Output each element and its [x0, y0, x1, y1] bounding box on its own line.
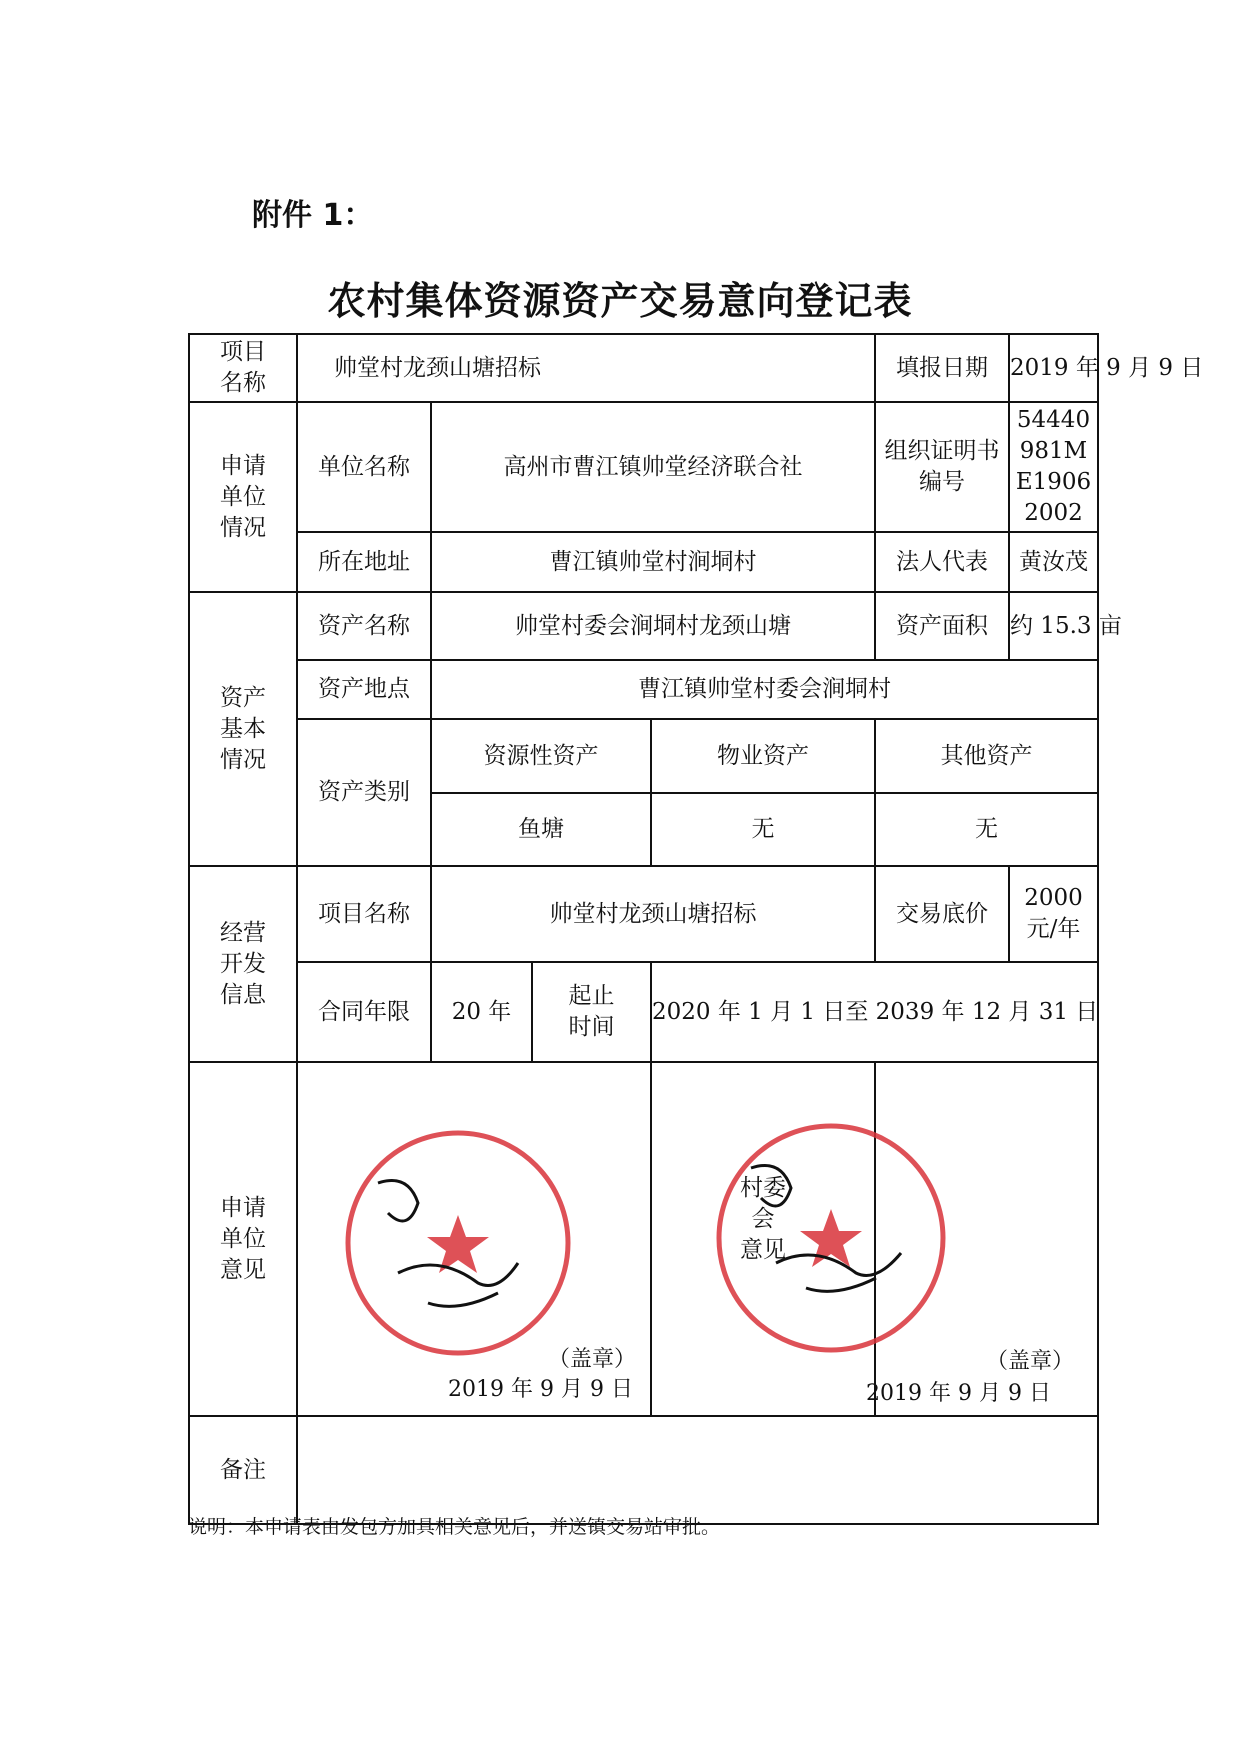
applicant-seal-note: （盖章） [548, 1347, 637, 1373]
asset-section-label: 资产 基本 情况 [189, 592, 297, 866]
asset-name-value: 帅堂村委会涧垌村龙颈山塘 [431, 592, 875, 660]
legal-rep-value: 黄汝茂 [1009, 532, 1098, 592]
asset-location-label: 资产地点 [297, 660, 431, 719]
registration-form [188, 333, 1204, 1525]
applicant-sign-date: 2019 年 9 月 9 日 [448, 1377, 633, 1403]
project-name-label: 项目 名称 [189, 334, 297, 402]
address-value: 曹江镇帅堂村涧垌村 [431, 532, 875, 592]
term-value: 20 年 [431, 962, 532, 1062]
unit-name-label: 单位名称 [297, 402, 431, 532]
applicant-section-label: 申请 单位 情况 [189, 402, 297, 592]
period-label: 起止 时间 [532, 962, 651, 1062]
type-resource-value: 鱼塘 [431, 793, 651, 866]
applicant-opinion-label: 申请 单位 意见 [189, 1062, 297, 1416]
type-resource-label: 资源性资产 [431, 719, 651, 793]
base-price-label: 交易底价 [875, 866, 1009, 962]
village-opinion-cell [866, 1062, 1098, 1416]
remarks-label: 备注 [189, 1416, 297, 1524]
asset-type-label: 资产类别 [297, 719, 431, 866]
village-opinion-label-text: 村委 会 意见 [740, 1175, 786, 1264]
type-property-value: 无 [651, 793, 875, 866]
remarks-value [297, 1416, 1098, 1524]
project-name-value: 帅堂村龙颈山塘招标 [297, 334, 875, 402]
type-other-label: 其他资产 [875, 719, 1098, 793]
village-seal-image [706, 1113, 956, 1363]
type-property-label: 物业资产 [651, 719, 875, 793]
legal-rep-label: 法人代表 [875, 532, 1009, 592]
address-label: 所在地址 [297, 532, 431, 592]
asset-area-label: 资产面积 [875, 592, 1009, 660]
operation-section-label: 经营 开发 信息 [189, 866, 297, 1062]
term-label: 合同年限 [297, 962, 431, 1062]
org-cert-value: 54440981ME19062002 [1009, 402, 1098, 532]
applicant-seal-image [338, 1123, 578, 1363]
base-price-value: 2000 元/年 [1009, 866, 1098, 962]
asset-name-label: 资产名称 [297, 592, 431, 660]
org-cert-label: 组织证明书编号 [875, 402, 1009, 532]
footer-note: 说明：本申请表由发包方加具相关意见后，并送镇交易站审批。 [188, 1516, 721, 1538]
asset-area-value: 约 15.3 亩 [1009, 592, 1098, 660]
op-project-value: 帅堂村龙颈山塘招标 [431, 866, 875, 962]
attachment-label: 附件 1： [252, 198, 374, 233]
village-sign-date: 2019 年 9 月 9 日 [866, 1381, 1051, 1407]
applicant-opinion-cell [297, 1062, 651, 1416]
type-other-value: 无 [875, 793, 1098, 866]
village-seal-note: （盖章） [986, 1349, 1075, 1375]
fill-date-label: 填报日期 [875, 334, 1009, 402]
period-value: 2020 年 1 月 1 日至 2039 年 12 月 31 日 [651, 962, 1098, 1062]
fill-date-value: 2019 年 9 月 9 日 [1009, 334, 1098, 402]
page-title: 农村集体资源资产交易意向登记表 [327, 279, 913, 323]
op-project-label: 项目名称 [297, 866, 431, 962]
asset-location-value: 曹江镇帅堂村委会涧垌村 [431, 660, 1098, 719]
unit-name-value: 高州市曹江镇帅堂经济联合社 [431, 402, 875, 532]
